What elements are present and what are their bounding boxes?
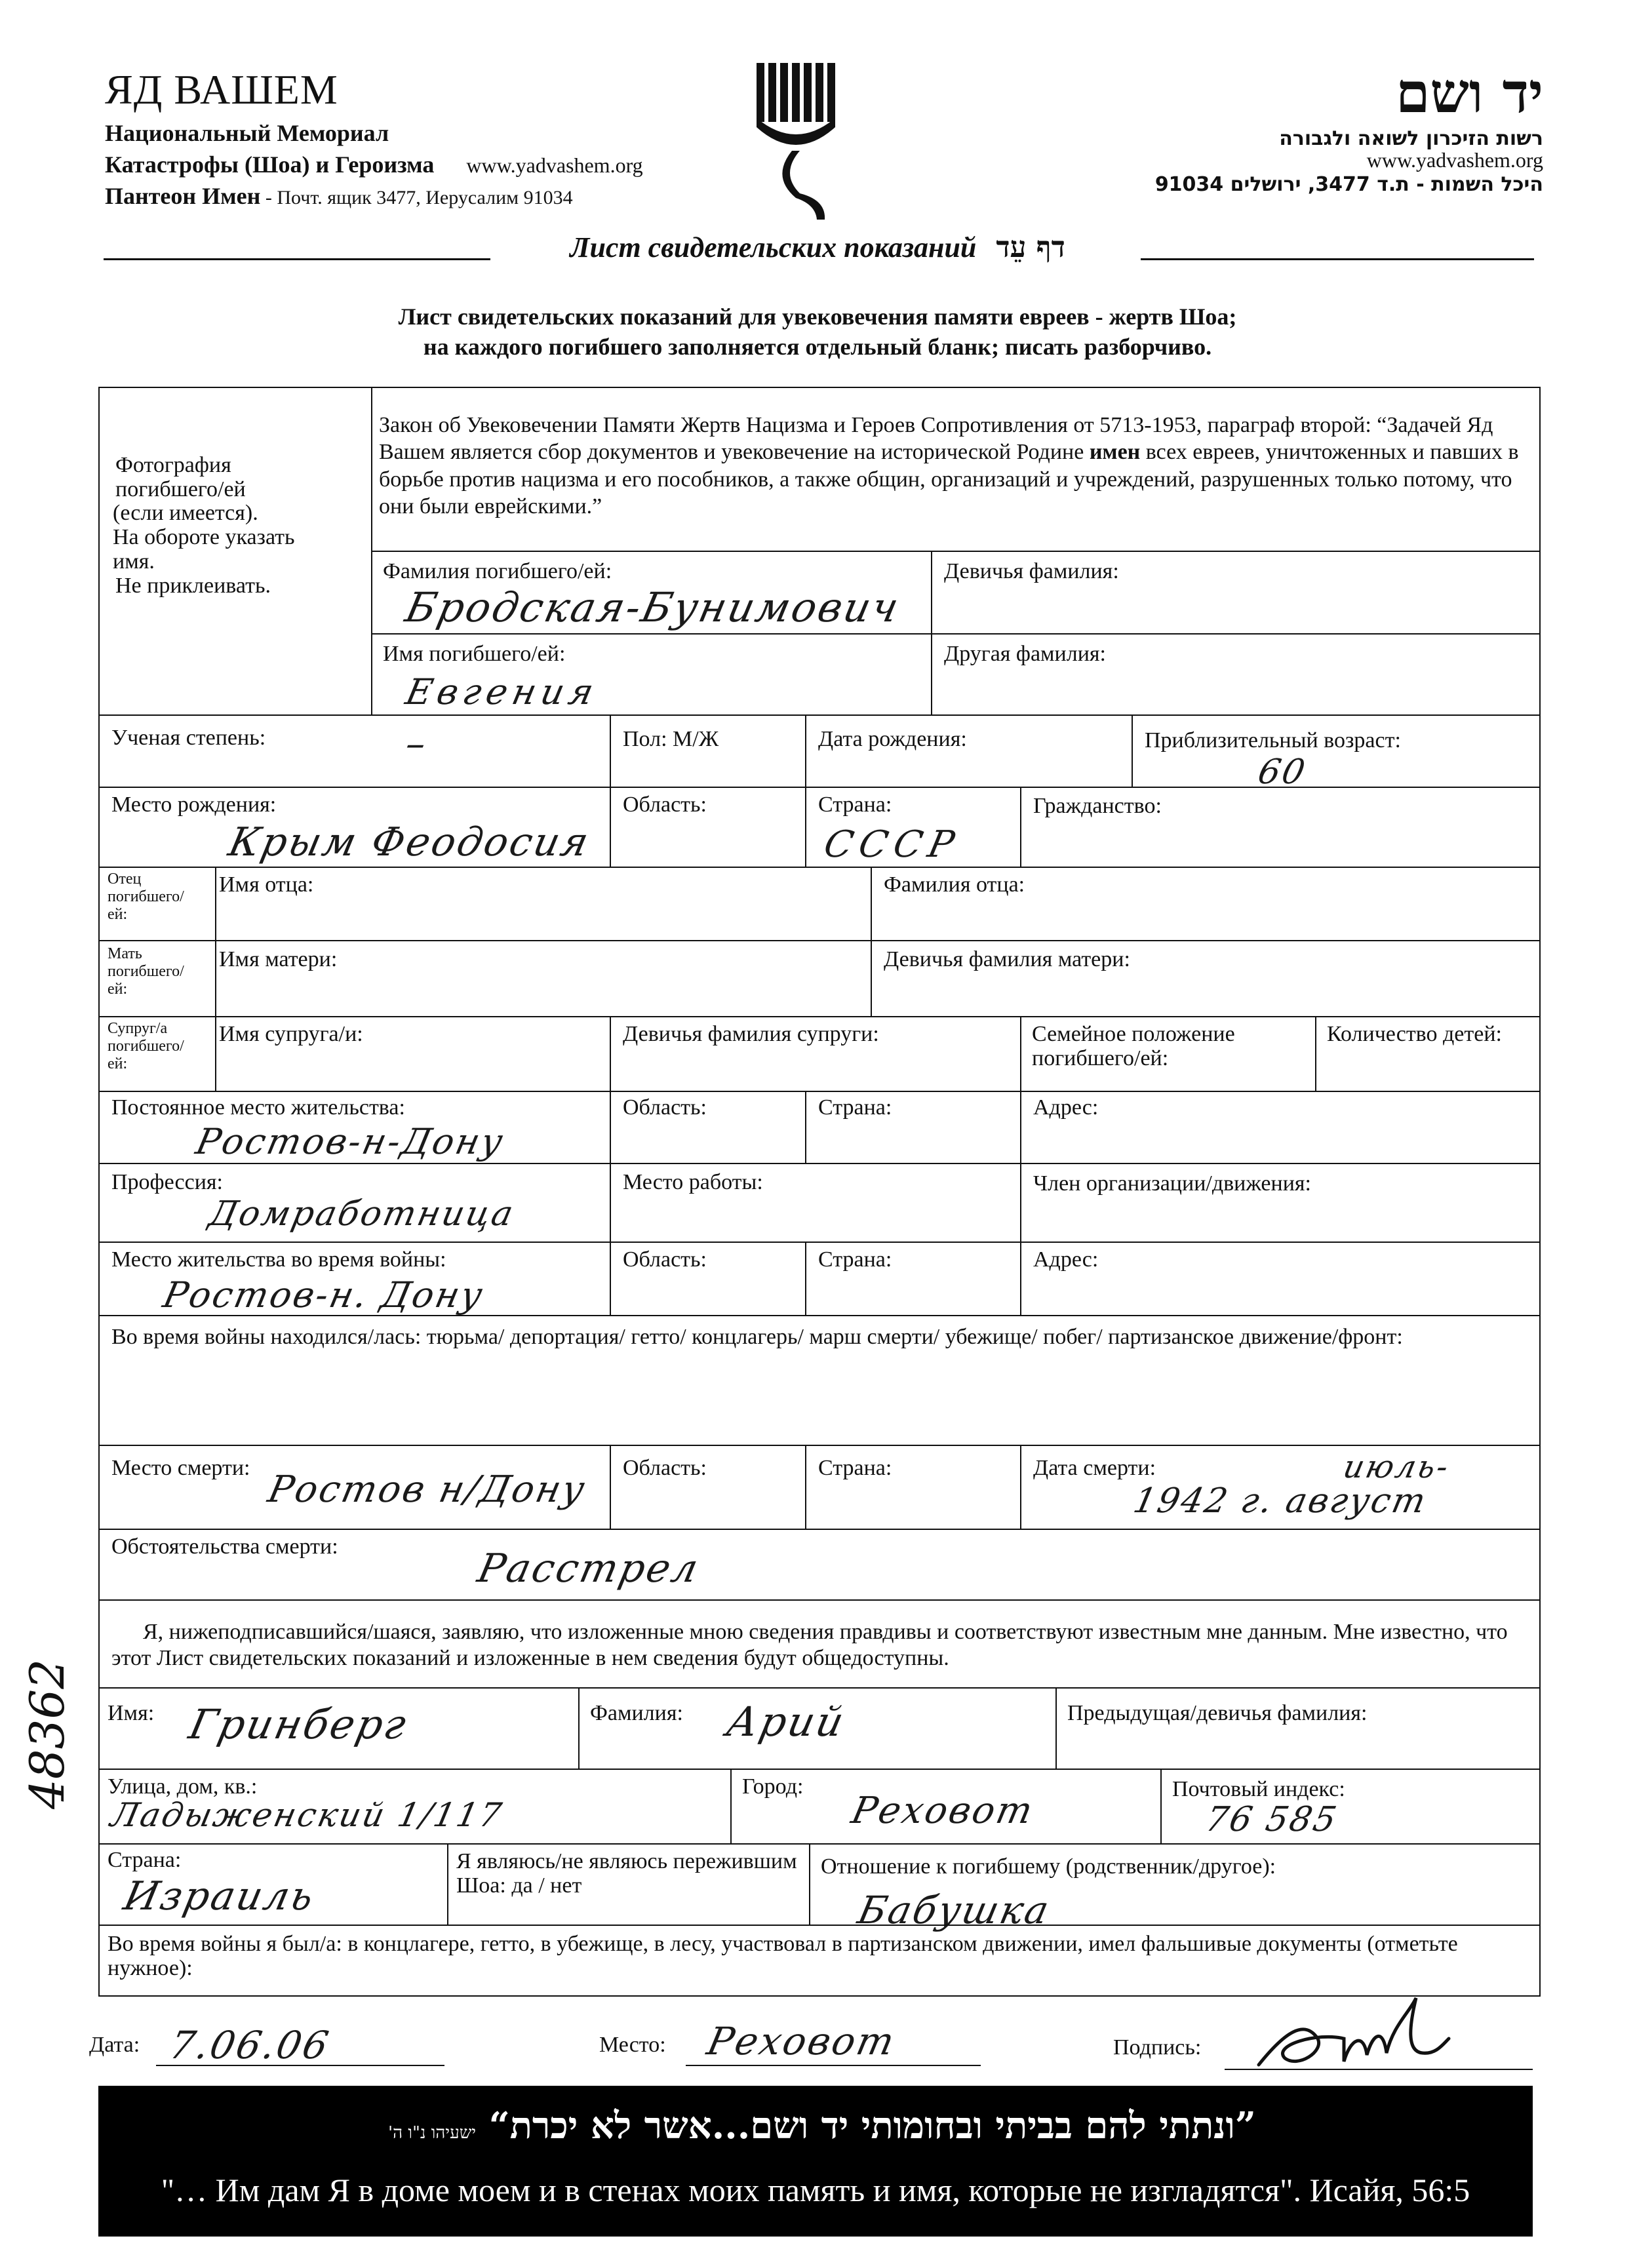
photo-instructions — [113, 454, 295, 598]
death-country-label: Страна: — [818, 1456, 892, 1480]
circumstances-label: Обстоятельства смерти: — [111, 1535, 338, 1559]
org-url-right: www.yadvashem.org — [1366, 148, 1543, 172]
law-text — [379, 412, 1533, 520]
profession-label: Профессия: — [111, 1170, 223, 1194]
death-place-value: Ростов н/Дону — [264, 1468, 591, 1511]
place-line — [686, 2065, 981, 2066]
birth-date-label: Дата рождения: — [818, 727, 967, 751]
degree-value: – — [401, 721, 433, 766]
residence-address-label: Адрес: — [1033, 1095, 1099, 1120]
age-label: Приблизительный возраст: — [1145, 728, 1401, 753]
spouse-name-label: Имя супруга/и: — [219, 1022, 363, 1046]
submitter-country-value: Израиль — [119, 1873, 320, 1919]
other-surname-label: Другая фамилия: — [944, 642, 1106, 666]
war-country-label: Страна: — [818, 1247, 892, 1272]
residence-region-label: Область: — [623, 1095, 707, 1120]
residence-label: Постоянное место жительства: — [111, 1095, 405, 1120]
org-line-3-bold: Пантеон Имен — [105, 183, 261, 209]
birth-country-label: Страна: — [818, 792, 892, 817]
degree-label: Ученая степень: — [111, 726, 266, 750]
spouse-maiden-label: Девичья фамилия супруги: — [623, 1022, 879, 1046]
birth-country-value: СССР — [820, 823, 965, 866]
footer-hebrew-text: ”ונתתי להם בביתי ובחומותי יד ושם...אשר לא יכרת“ — [488, 2104, 1256, 2147]
archive-number: 48362 — [20, 1658, 75, 1809]
photo-l2: погибшего/ей — [115, 477, 246, 501]
surname-value: Бродская-Бунимович — [401, 583, 905, 631]
death-date-label: Дата смерти: — [1033, 1456, 1156, 1480]
place-label: Место: — [599, 2033, 666, 2057]
date-value[interactable]: 7.06.06 — [165, 2023, 334, 2067]
father-surname-label: Фамилия отца: — [884, 872, 1025, 897]
profession-value: Домработница — [205, 1194, 519, 1234]
place-value[interactable]: Реховот — [703, 2019, 900, 2063]
org-line-1: Национальный Мемориал — [105, 120, 389, 146]
residence-country-label: Страна: — [818, 1095, 892, 1120]
sex-label: Пол: М/Ж — [623, 727, 719, 751]
survivor-label: Я являюсь/не являюсь пережившим Шоа: да / нет — [456, 1849, 797, 1898]
residence-value: Ростов-н-Дону — [192, 1121, 509, 1162]
law-part-1: Закон об Увековечении Памяти Жертв Нацизма и Героев Сопротивления от 5713-1953, параграф второй: “Задачей Яд Вашем является сбор документов и увековечение на исторической Родине — [379, 413, 1493, 465]
member-label: Член организации/движения: — [1033, 1171, 1311, 1196]
mother-side-label: Мать погибшего/ ей: — [108, 945, 184, 998]
photo-l1: Фотография — [115, 453, 231, 477]
hebrew-title: יד ושם — [1395, 60, 1543, 125]
hebrew-line-1: רשות הזיכרון לשואה ולגבורה — [1279, 127, 1543, 150]
birth-place-label: Место рождения: — [111, 792, 277, 817]
father-name-label: Имя отца: — [219, 872, 314, 897]
war-residence-label: Место жительства во время войны: — [111, 1247, 446, 1272]
citizenship-label: Гражданство: — [1033, 794, 1162, 818]
footer-hebrew-quote — [98, 2104, 1533, 2147]
postcode-value: 76 585 — [1202, 1800, 1342, 1839]
subtitle-line-1: Лист свидетельских показаний для увековечения памяти евреев - жертв Шоа; — [398, 303, 1237, 330]
surname-label: Фамилия погибшего/ей: — [383, 559, 612, 583]
footer-quote-band — [98, 2086, 1533, 2237]
death-date-value-1: июль- — [1340, 1449, 1454, 1485]
during-war-label: Во время войны находился/лась: тюрьма/ депортация/ гетто/ концлагерь/ марш смерти/ убежище/ побег/ партизанское движение/фронт: — [111, 1325, 1403, 1349]
circumstances-value: Расстрел — [473, 1546, 704, 1592]
marital-label: Семейное положение погибшего/ей: — [1032, 1022, 1235, 1070]
birth-place-value: Крым Феодосия — [224, 819, 595, 865]
submitter-country-label: Страна: — [108, 1848, 182, 1872]
photo-l5: имя. — [113, 549, 155, 574]
mother-name-label: Имя матери: — [219, 947, 338, 971]
footer-hebrew-source: ישעיהו נ"ו ה' — [388, 2123, 477, 2143]
submitter-name-label: Имя: — [108, 1701, 155, 1725]
war-region-label: Область: — [623, 1247, 707, 1272]
father-side-label: Отец погибшего/ ей: — [108, 870, 184, 923]
sheet-title — [0, 231, 1635, 264]
yad-vashem-logo — [754, 59, 839, 226]
law-bold: имен — [1089, 440, 1141, 465]
street-label: Улица, дом, кв.: — [108, 1774, 258, 1799]
photo-l4: На обороте указать — [113, 525, 295, 550]
photo-l3: (если имеется). — [113, 501, 258, 526]
city-value: Реховот — [848, 1789, 1038, 1832]
maiden-label: Девичья фамилия: — [944, 559, 1119, 583]
sheet-title-ru: Лист свидетельских показаний — [570, 231, 977, 264]
footer-russian-quote: "… Им дам Я в доме моем и в стенах моих память и имя, которые не изгладятся". Исайя, 56:5 — [161, 2172, 1470, 2208]
law-part-2: всех евреев, уничтоженных и павших в борьбе против нацизма и его пособников, а также общин, организаций и учреждений, разрушенных только потому, что они были еврейскими.” — [379, 440, 1519, 519]
org-line-3 — [105, 182, 573, 210]
org-url-left: www.yadvashem.org — [466, 153, 643, 177]
war-address-label: Адрес: — [1033, 1247, 1099, 1272]
hebrew-line-3: היכל השמות - ת.ד 3477, ירושלים 91034 — [1154, 173, 1543, 196]
org-line-2-text: Катастрофы (Шоа) и Героизма — [105, 151, 435, 178]
postcode-label: Почтовый индекс: — [1172, 1777, 1345, 1801]
first-name-label: Имя погибшего/ей: — [383, 642, 566, 666]
submitter-prev-field[interactable] — [1055, 1687, 1541, 1770]
death-region-label: Область: — [623, 1456, 707, 1480]
declaration-text: Я, нижеподписавшийся/шаяся, заявляю, что изложенные мною сведения правдивы и соответствуют известным мне данным. Мне известно, что этот Лист свидетельских показаний и изложенные в нем сведения будут общедоступны. — [111, 1620, 1508, 1671]
signature-label: Подпись: — [1113, 2035, 1202, 2060]
submitter-surname-label: Фамилия: — [590, 1701, 683, 1725]
birth-region-label: Область: — [623, 792, 707, 817]
age-value: 60 — [1254, 753, 1310, 792]
submitter-name-value: Гринберг — [185, 1700, 412, 1748]
org-line-2 — [105, 151, 643, 178]
death-place-label: Место смерти: — [111, 1456, 250, 1480]
subtitle-line-2: на каждого погибшего заполняется отдельный бланк; писать разборчиво. — [423, 334, 1212, 360]
workplace-label: Место работы: — [623, 1170, 763, 1194]
mother-maiden-label: Девичья фамилия матери: — [884, 947, 1130, 971]
relation-value: Бабушка — [854, 1888, 1055, 1932]
org-line-3-rest: - Почт. ящик 3477, Иерусалим 91034 — [260, 187, 573, 208]
death-date-value-2: 1942 г. август — [1130, 1481, 1431, 1521]
first-name-value: Евгения — [402, 671, 602, 713]
spouse-side-label: Супруг/а погибшего/ ей: — [108, 1020, 184, 1072]
signature-mark[interactable] — [1246, 1993, 1462, 2081]
date-label: Дата: — [89, 2033, 140, 2057]
street-value: Ладыженский 1/117 — [107, 1796, 507, 1834]
children-label: Количество детей: — [1327, 1022, 1502, 1046]
submitter-surname-value: Арий — [722, 1698, 850, 1746]
relation-label: Отношение к погибшему (родственник/другое): — [821, 1854, 1276, 1879]
sheet-title-he: דף עֵד — [996, 231, 1065, 264]
submitter-war-label: Во время войны я был/а: в концлагере, гетто, в убежище, в лесу, участвовал в партизанском движении, имел фальшивые документы (отметьте нужное): — [108, 1932, 1458, 1980]
photo-l6: Не приклеивать. — [115, 573, 271, 598]
org-title: ЯД ВАШЕМ — [105, 66, 338, 113]
war-residence-value: Ростов-н. Дону — [159, 1274, 488, 1316]
city-label: Город: — [742, 1774, 804, 1799]
submitter-prev-label: Предыдущая/девичья фамилия: — [1067, 1701, 1368, 1725]
